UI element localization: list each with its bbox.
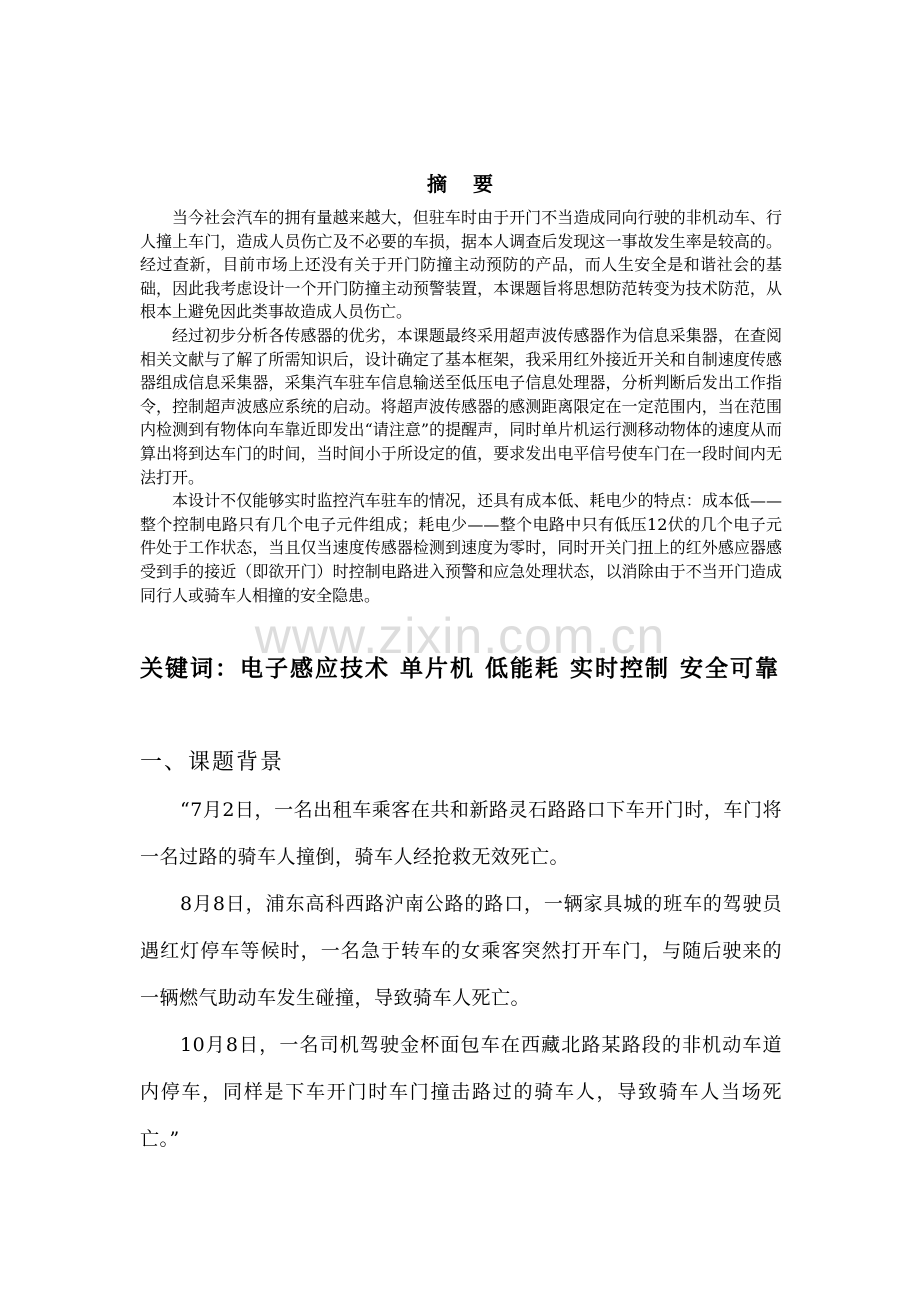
keywords-line: 关键词：电子感应技术 单片机 低能耗 实时控制 安全可靠 (140, 655, 781, 682)
background-paragraph-3: 10月8日，一名司机驾驶金杯面包车在西藏北路某路段的非机动车道内停车，同样是下车开门时车门撞击路过的骑车人，导致骑车人当场死亡。” (140, 1034, 782, 1150)
background-body (140, 787, 782, 1163)
background-paragraph-2: 8月8日，浦东高科西路沪南公路的路口，一辆家具城的班车的驾驶员遇红灯停车等候时，一名急于转车的女乘客突然打开车门，与随后驶来的一辆燃气助动车发生碰撞，导致骑车人死亡。 (140, 893, 782, 1009)
abstract-paragraph-2: 经过初步分析各传感器的优劣，本课题最终采用超声波传感器作为信息采集器，在查阅相关文献与了解了所需知识后，设计确定了基本框架，我采用红外接近开关和自制速度传感器组成信息采集器，采集汽车驻车信息输送至低压电子信息处理器，分析判断后发出工作指令，控制超声波感应系统的启动。将超声波传感器的感测距离限定在一定范围内，当在范围内检测到有物体向车靠近即发出“请注意”的提醒声，同时单片机运行测移动物体的速度从而算出将到达车门的时间，当时间小于所设定的值，要求发出电平信号使车门在一段时间内无法打开。 (140, 325, 782, 487)
background-paragraph-1: “7月2日，一名出租车乘客在共和新路灵石路路口下车开门时，车门将一名过路的骑车人撞倒，骑车人经抢救无效死亡。 (140, 799, 782, 868)
abstract-paragraph-1: 当今社会汽车的拥有量越来越大，但驻车时由于开门不当造成同向行驶的非机动车、行人撞上车门，造成人员伤亡及不必要的车损，据本人调查后发现这一事故发生率是较高的。经过查新，目前市场上还没有关于开门防撞主动预防的产品，而人生安全是和谐社会的基础，因此我考虑设计一个开门防撞主动预警装置，本课题旨将思想防范转变为技术防范，从根本上避免因此类事故造成人员伤亡。 (140, 208, 782, 322)
watermark: www.zixin.com.cn (254, 608, 666, 664)
section-heading-background: 一、课题背景 (140, 750, 285, 775)
abstract-body (140, 206, 782, 607)
abstract-paragraph-3: 本设计不仅能够实时监控汽车驻车的情况，还具有成本低、耗电少的特点：成本低——整个控制电路只有几个电子元件组成；耗电少——整个电路中只有低压12伏的几个电子元件处于工作状态，当且仅当速度传感器检测到速度为零时，同时开关门扭上的红外感应器感受到手的接近（即欲开门）时控制电路进入预警和应急处理状态，以消除由于不当开门造成同行人或骑车人相撞的安全隐患。 (140, 491, 782, 605)
abstract-title: 摘要 (427, 172, 519, 196)
